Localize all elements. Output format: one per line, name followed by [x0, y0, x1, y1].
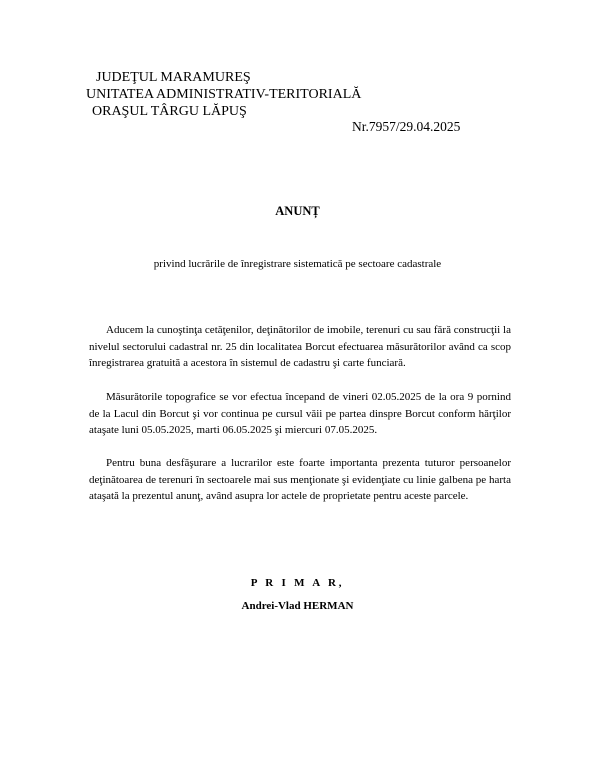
town-name: ORAŞUL TÂRGU LĂPUŞ: [92, 104, 247, 119]
paragraph-intro: Aducem la cunoştinţa cetăţenilor, deţinătorilor de imobile, terenuri cu sau fără construcţii la nivelul sectorului cadastral nr. 25 din localitatea Borcut efectuarea măsurătorilor având ca scop înregistrarea gratuită a acestora în sistemul de cadastru şi carte funciară.: [89, 324, 511, 369]
announcement-title: ANUNȚ: [275, 204, 320, 218]
county-name: JUDEŢUL MARAMUREŞ: [96, 70, 251, 85]
signatory-role: P R I M A R,: [250, 577, 345, 589]
paragraph-attendance: Pentru buna desfăşurare a lucrarilor este foarte importanta prezenta tuturor persoanelor deţinătoarea de terenuri în sectoarele mai sus menţionate şi evidenţiate cu linie galbena pe harta ataşată la prezentul anunţ, având asupra lor actele de proprietate pentru aceste parcele.: [89, 457, 511, 502]
signatory-name: Andrei-Vlad HERMAN: [241, 600, 354, 612]
paragraph-schedule: Măsurătorile topografice se vor efectua începand de vineri 02.05.2025 de la ora 9 pornind de la Lacul din Borcut şi vor continua pe cursul văii pe partea dinspre Borcut conform hărţilor ataşate luni 05.05.2025, marti 06.05.2025 şi miercuri 07.05.2025.: [89, 391, 511, 436]
administrative-unit: UNITATEA ADMINISTRATIV-TERITORIALĂ: [86, 87, 362, 102]
registration-number: Nr.7957/29.04.2025: [352, 119, 461, 134]
announcement-subtitle: privind lucrările de înregistrare sistematică pe sectoare cadastrale: [153, 258, 442, 270]
